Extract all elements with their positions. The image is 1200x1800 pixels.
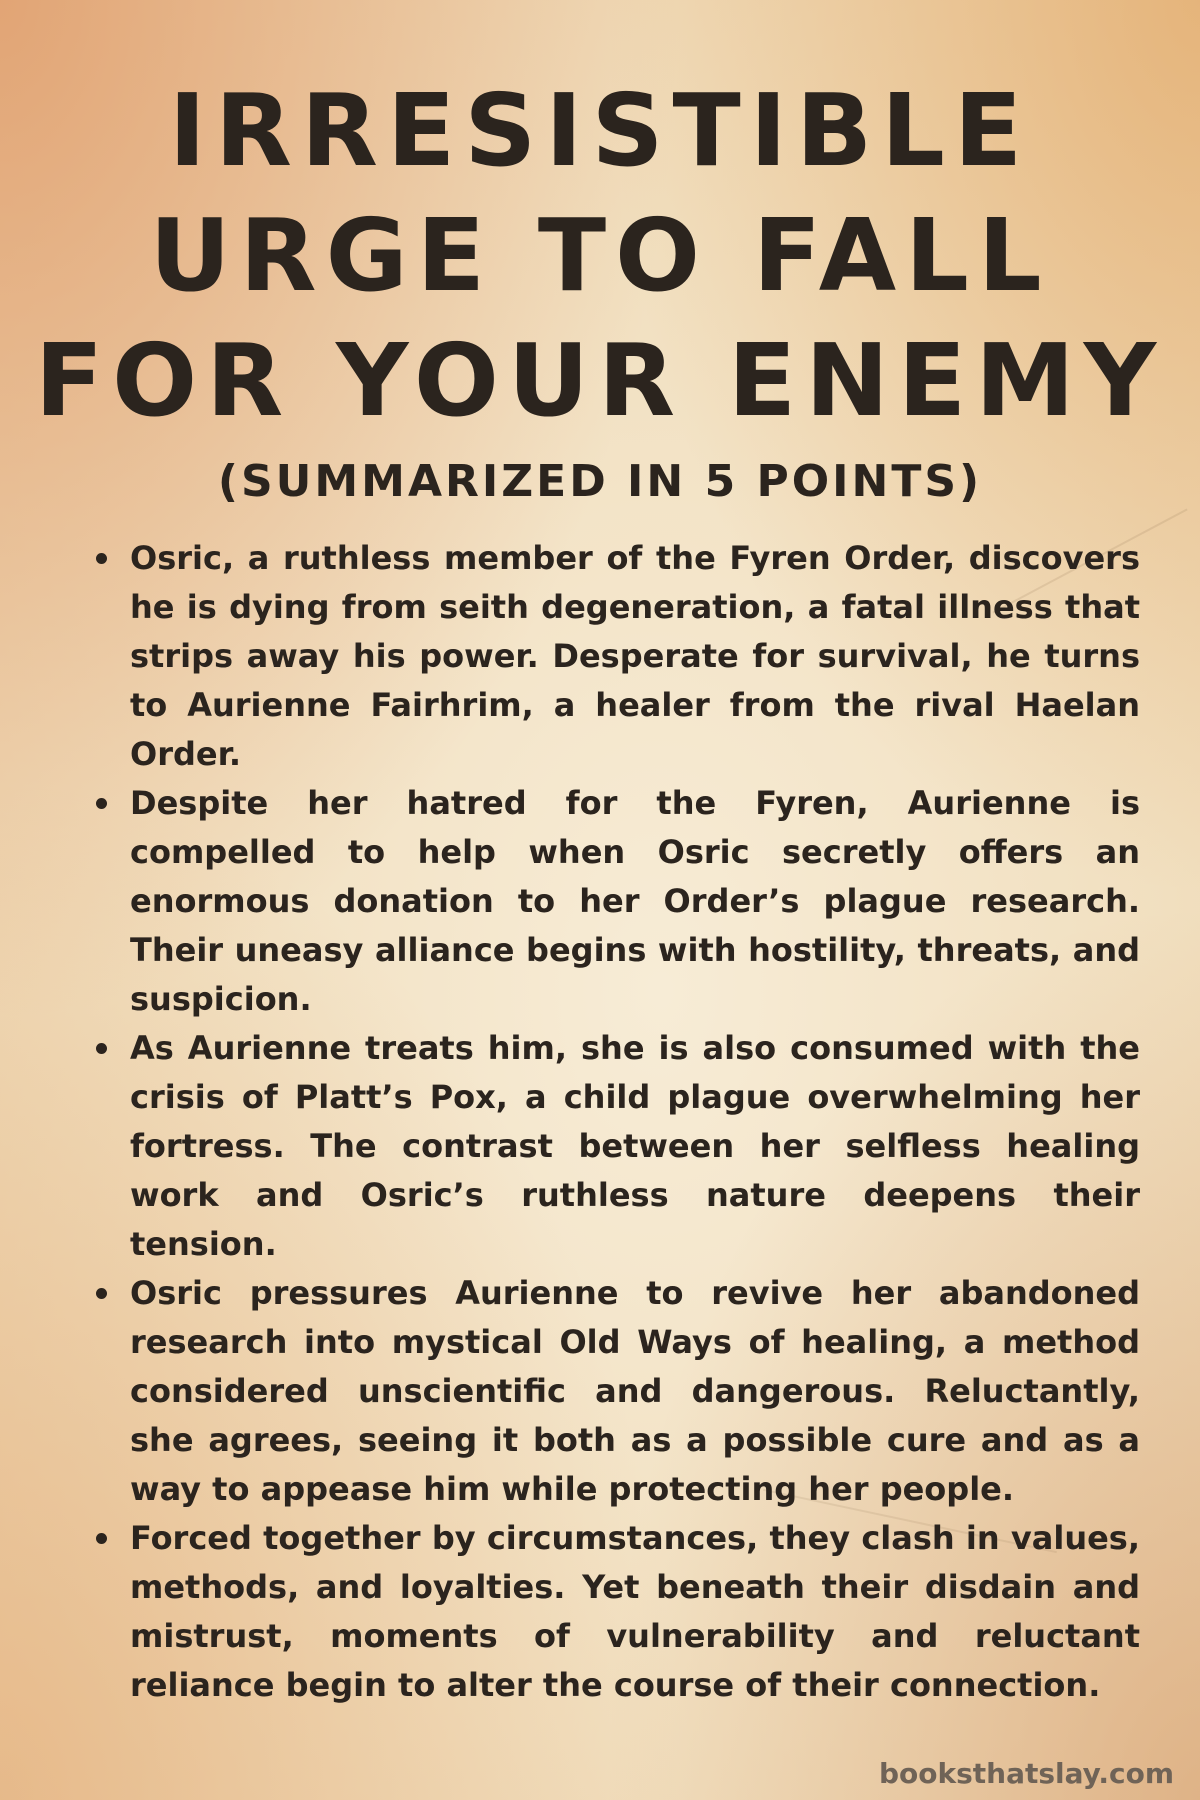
summary-point <box>96 1514 1140 1710</box>
summary-point <box>96 534 1140 779</box>
title-line: IRRESISTIBLE <box>168 72 1032 189</box>
page-title <box>0 68 1200 443</box>
summary-point <box>96 1024 1140 1269</box>
site-watermark: booksthatslay.com <box>878 1757 1174 1790</box>
summary-point-text: Forced together by circumstances, they clash in values, methods, and loyalties. Yet beneath their disdain and mistrust, moments of vulnerability and reluctant reliance begin to alter the course of their connection. <box>130 1519 1140 1704</box>
summary-point-text: As Aurienne treats him, she is also consumed with the crisis of Platt’s Pox, a child plague overwhelming her fortress. The contrast between her selfless healing work and Osric’s ruthless nature deepens their tension. <box>130 1029 1140 1263</box>
summary-list <box>96 534 1140 1710</box>
summary-point-text: Osric pressures Aurienne to revive her abandoned research into mystical Old Ways of healing, a method considered unscientific and dangerous. Reluctantly, she agrees, seeing it both as a possible cure and as a way to appease him while protecting her people. <box>130 1274 1140 1508</box>
title-line: FOR YOUR ENEMY <box>34 322 1166 439</box>
summary-point-text: Despite her hatred for the Fyren, Aurienne is compelled to help when Osric secretly offers an enormous donation to her Order’s plague research. Their uneasy alliance begins with hostility, threats, and suspicion. <box>130 784 1140 1018</box>
bullet-icon <box>96 1043 107 1054</box>
summary-point-text: Osric, a ruthless member of the Fyren Order, discovers he is dying from seith degeneration, a fatal illness that strips away his power. Desperate for survival, he turns to Aurienne Fairhrim, a healer from the rival Haelan Order. <box>130 539 1140 773</box>
summary-point <box>96 779 1140 1024</box>
page-subtitle: (SUMMARIZED IN 5 POINTS) <box>217 456 983 507</box>
summary-point <box>96 1269 1140 1514</box>
bullet-icon <box>96 798 107 809</box>
bullet-icon <box>96 1533 107 1544</box>
title-line: URGE TO FALL <box>149 197 1051 314</box>
bullet-icon <box>96 1288 107 1299</box>
bullet-icon <box>96 553 107 564</box>
